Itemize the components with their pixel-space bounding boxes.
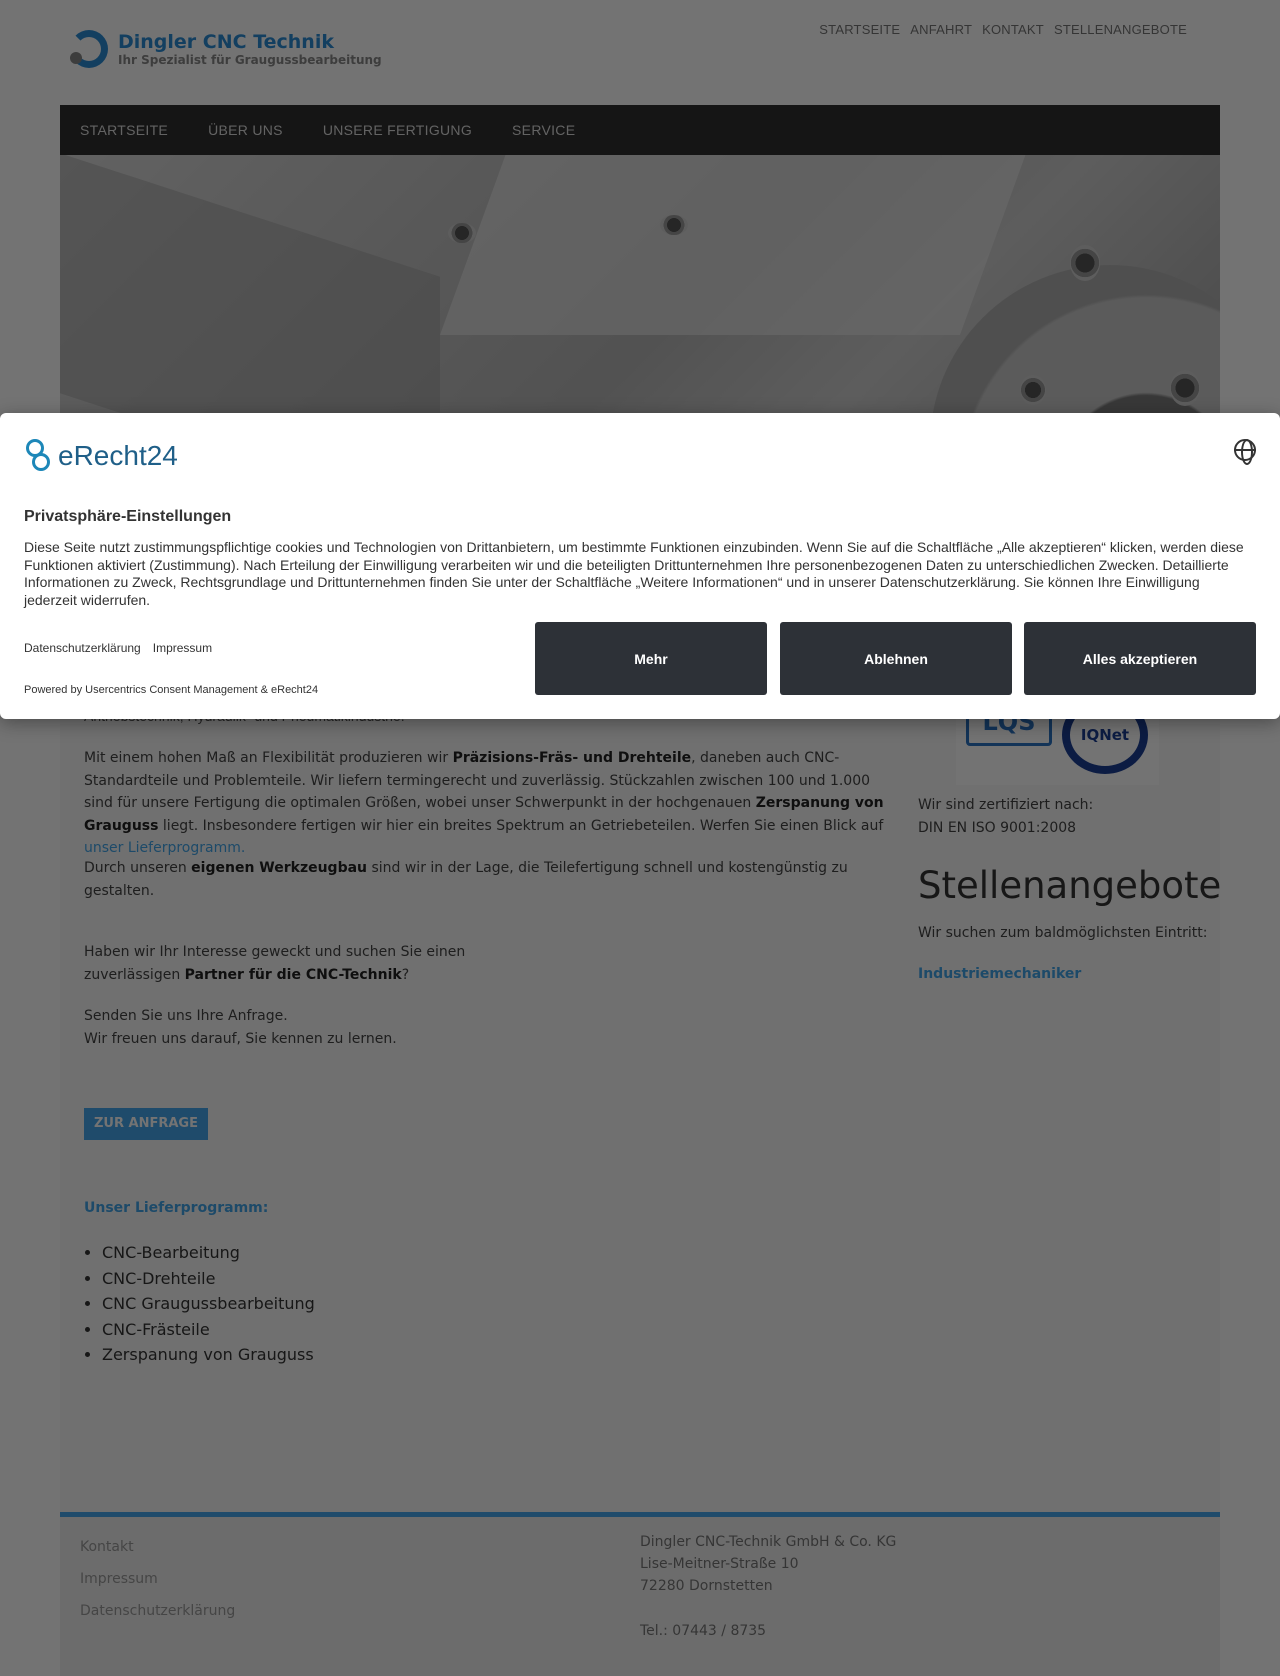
consent-powered-by: Powered by Usercentrics Consent Management & eRecht24 <box>24 684 319 696</box>
consent-imprint-link[interactable]: Impressum <box>152 641 213 655</box>
more-button[interactable]: Mehr <box>535 622 767 695</box>
decline-button[interactable]: Ablehnen <box>780 622 1012 695</box>
consent-text: Diese Seite nutzt zustimmungspflichtige cookies und Technologien von Drittanbietern, um bestimmte Funktionen einzubinden. Wenn Sie auf die Schaltfläche „Alle akzeptieren“ klicken, werden diese Funktionen aktiviert (Zustimmung). Nach Erteilung der Einwilligung verarbeiten wir und die beteiligten Drittunternehmen Ihre personenbezogenen Daten zu unterschiedlichen Zwecken. Detaillierte Informationen zu Zweck, Rechtsgrundlage und Drittunternehmen finden Sie unter der Schaltfläche „Weitere Informationen“ und in unserer Datenschutzerklärung. Sie können Ihre Einwilligung jederzeit widerrufen. <box>24 539 1244 608</box>
language-globe-icon[interactable] <box>1234 439 1256 461</box>
accept-all-button[interactable]: Alles akzeptieren <box>1024 622 1256 695</box>
consent-links <box>24 641 212 655</box>
erecht24-brand: eRecht24 <box>58 440 178 471</box>
consent-privacy-link[interactable]: Datenschutzerklärung <box>24 641 141 655</box>
consent-title: Privatsphäre-Einstellungen <box>24 508 232 525</box>
erecht24-logo <box>24 437 178 475</box>
erecht24-icon <box>24 437 54 475</box>
consent-dialog <box>0 413 1280 719</box>
